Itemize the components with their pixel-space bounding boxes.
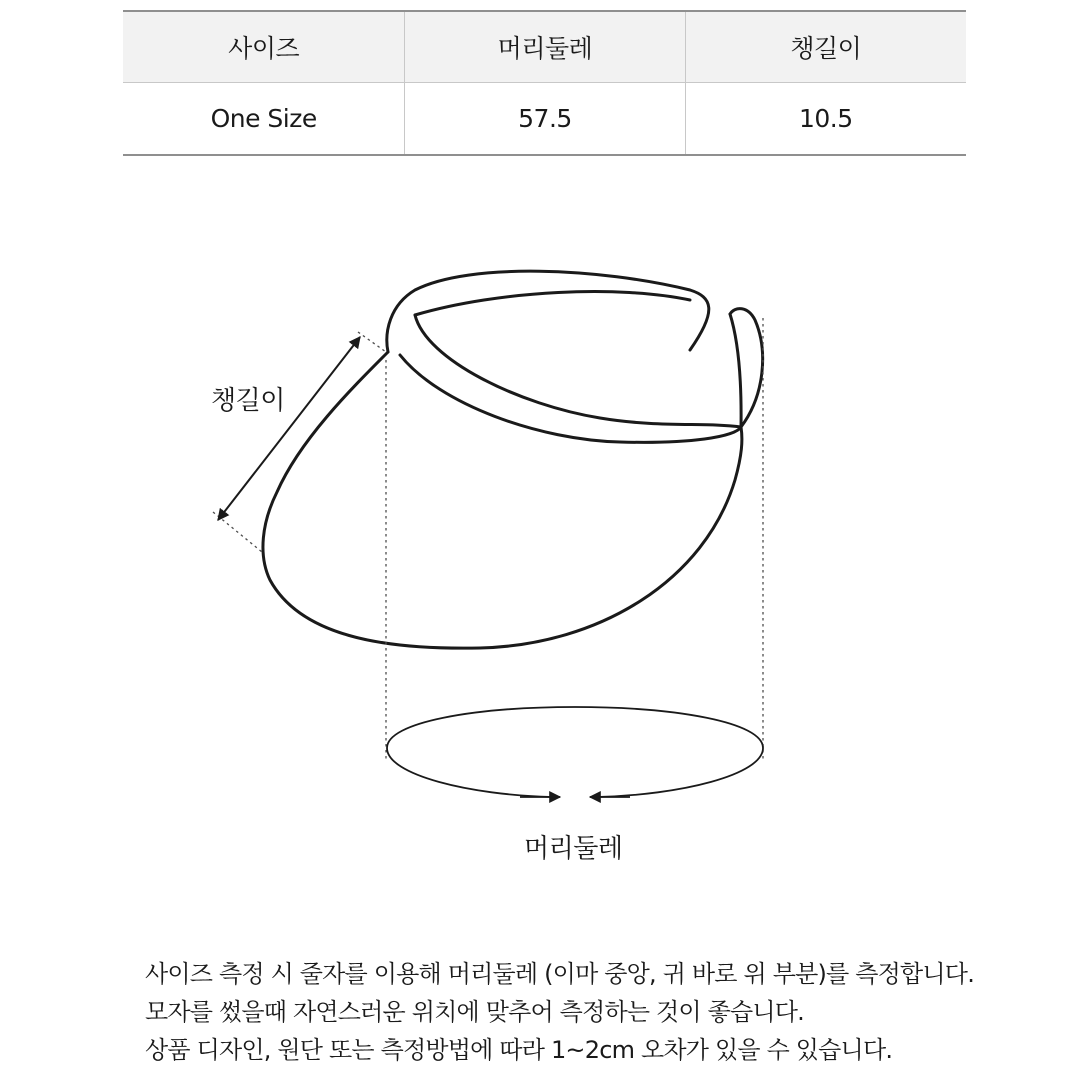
note-line: 사이즈 측정 시 줄자를 이용해 머리둘레 (이마 중앙, 귀 바로 위 부분)를 측정합니다.	[145, 960, 975, 988]
visor-icon	[263, 271, 763, 648]
cell-brim-length: 10.5	[685, 83, 966, 156]
brim-length-label: 챙길이	[211, 386, 285, 416]
dimension-guides	[213, 318, 763, 762]
header-head-circumference: 머리둘레	[405, 11, 685, 83]
brim-length-arrow	[218, 337, 360, 520]
head-circumference-label: 머리둘레	[524, 834, 623, 864]
note-line: 모자를 썼을때 자연스러운 위치에 맞추어 측정하는 것이 좋습니다.	[145, 998, 804, 1026]
head-circumference-ellipse	[387, 707, 763, 797]
cell-size: One Size	[123, 83, 405, 156]
note-line: 상품 디자인, 원단 또는 측정방법에 따라 1~2cm 오차가 있을 수 있습니다.	[145, 1036, 893, 1064]
header-brim-length: 챙길이	[685, 11, 966, 83]
header-size: 사이즈	[123, 11, 405, 83]
measurement-notes	[145, 955, 974, 1069]
cell-head-circumference: 57.5	[405, 83, 685, 156]
